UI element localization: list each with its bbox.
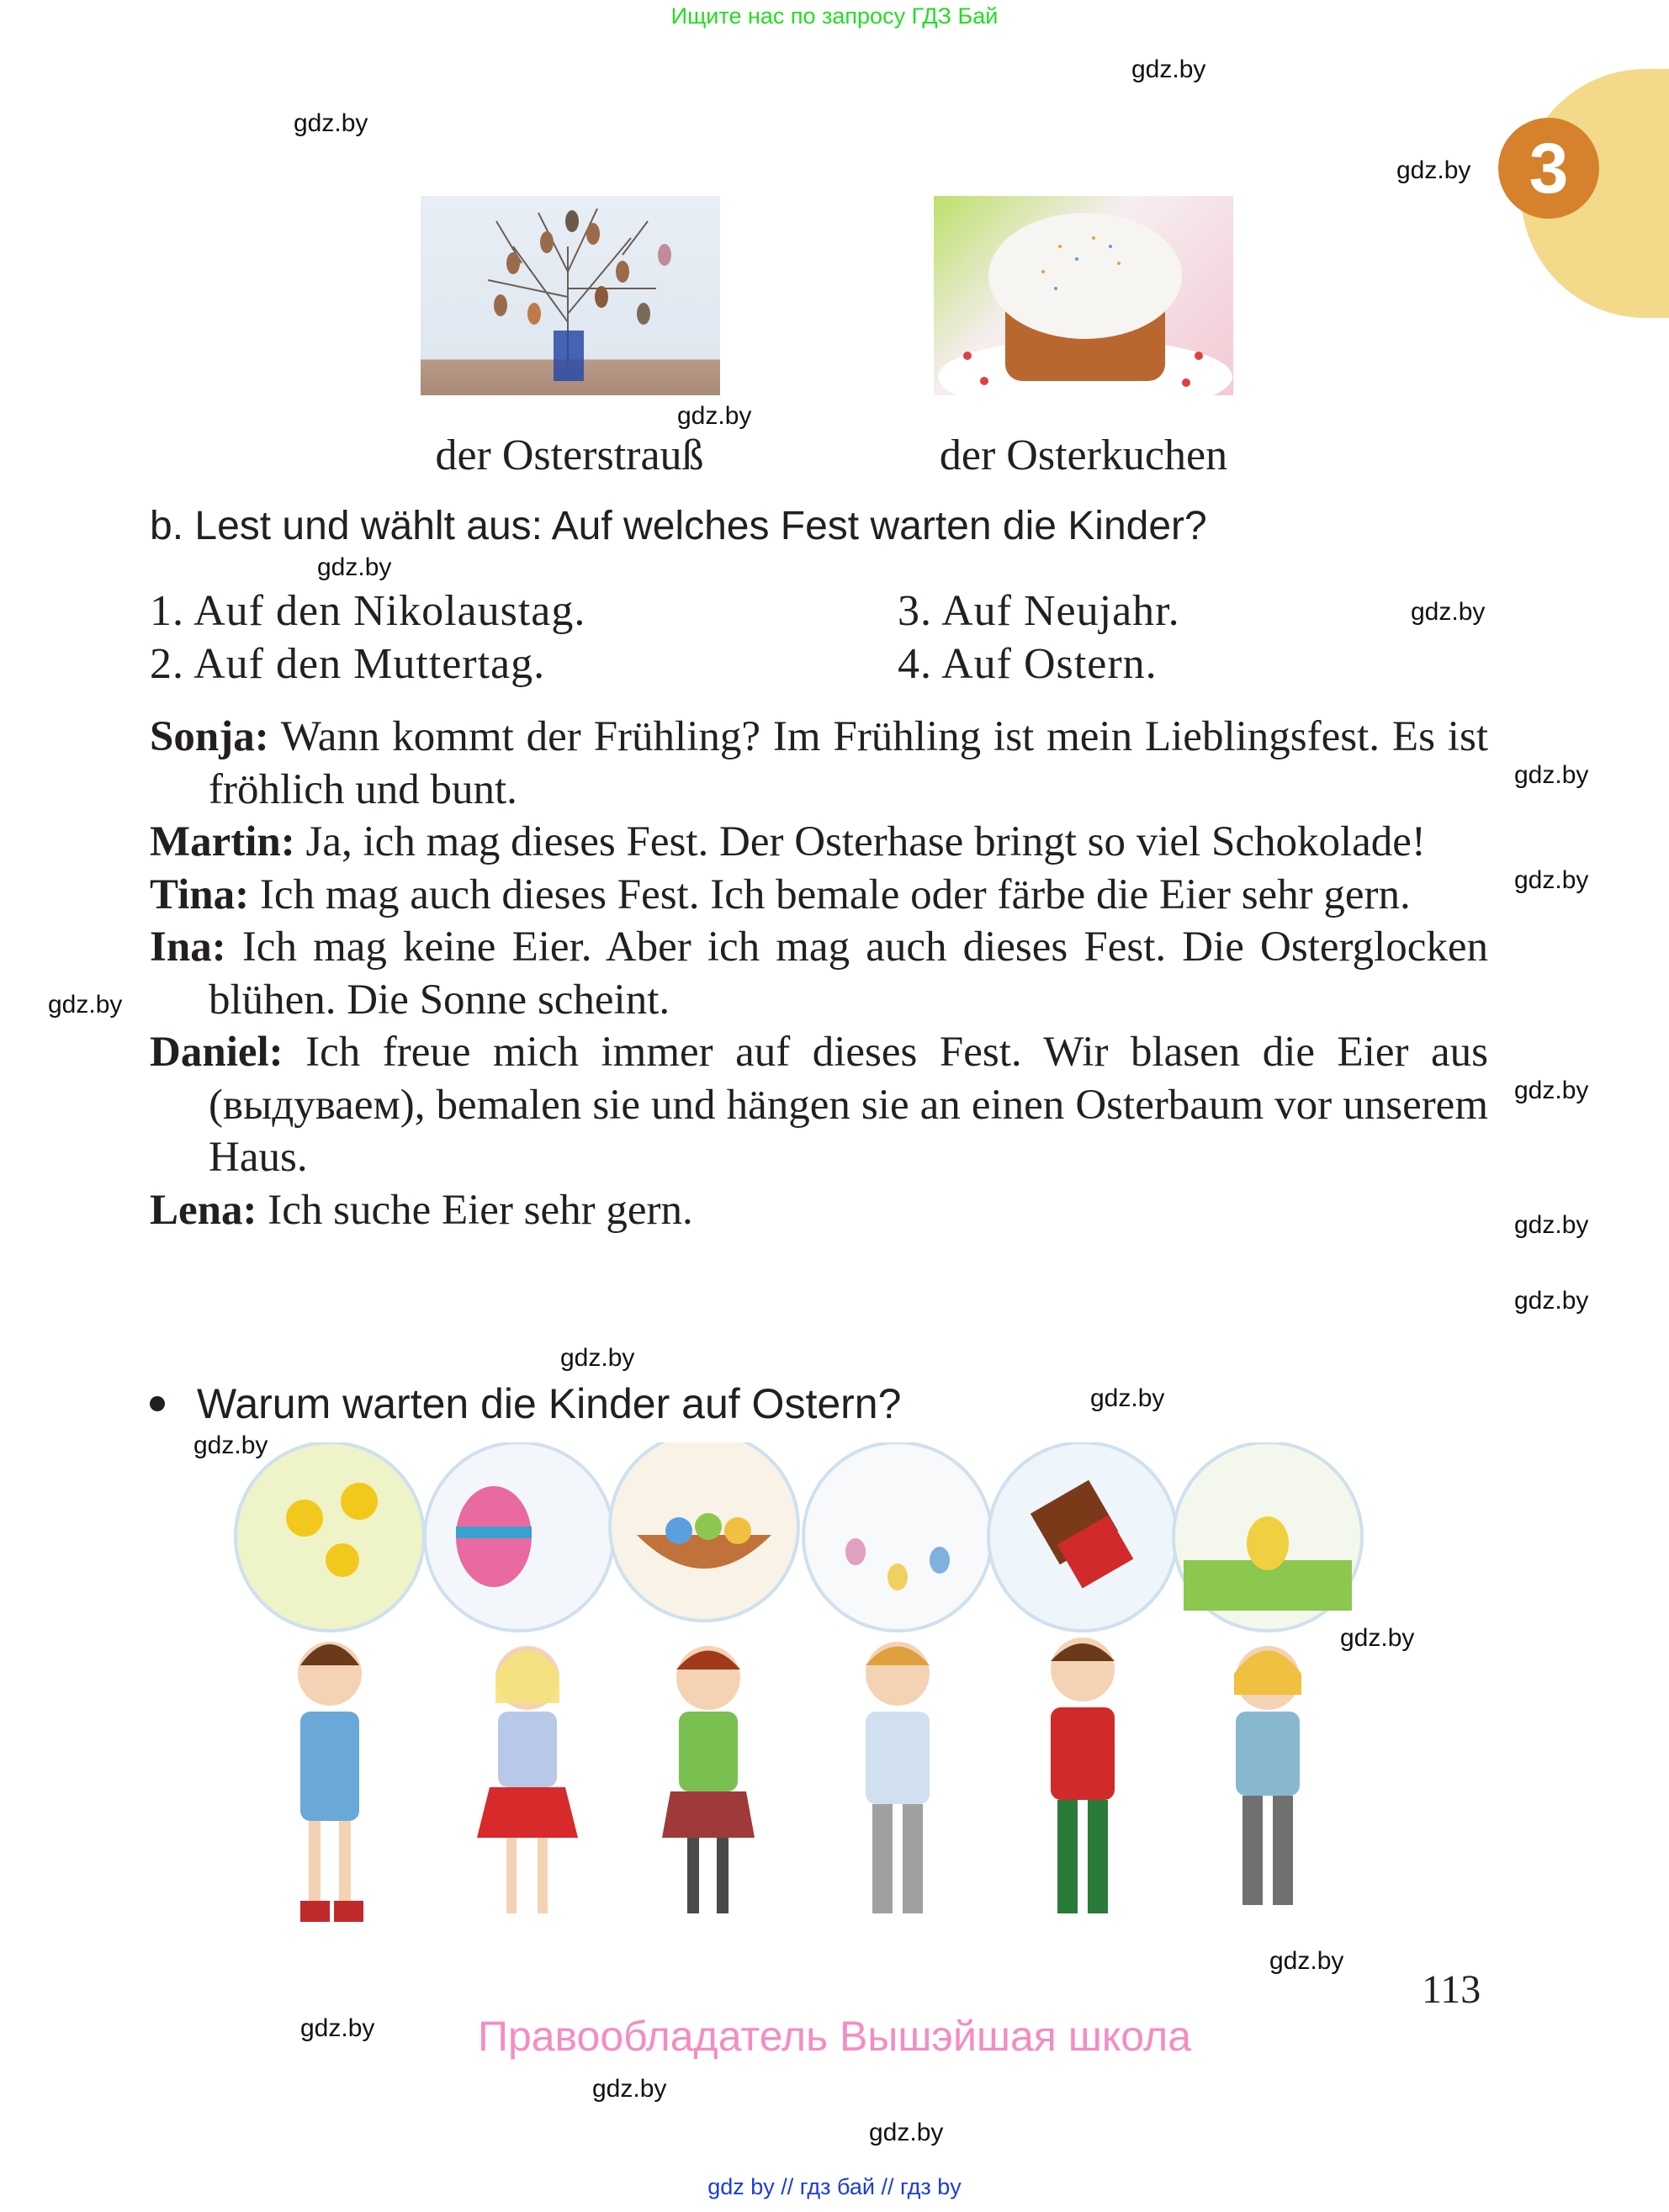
option-1: 1. Auf den Nikolaustag. bbox=[150, 587, 586, 635]
watermark: gdz.by bbox=[300, 2014, 375, 2042]
watermark: gdz.by bbox=[1514, 1287, 1589, 1315]
watermark: gdz.by bbox=[1514, 1077, 1589, 1104]
speech-tina bbox=[150, 869, 1488, 922]
speech-sonja bbox=[150, 711, 1488, 816]
copyright-notice: Правообладатель Вышэйшая школа bbox=[478, 2013, 1191, 2060]
caption-osterkuchen: der Osterkuchen bbox=[939, 431, 1228, 479]
watermark: gdz.by bbox=[560, 1344, 635, 1372]
watermark: gdz.by bbox=[869, 2119, 944, 2146]
option-4: 4. Auf Ostern. bbox=[898, 640, 1158, 688]
chapter-badge: 3 bbox=[1498, 118, 1599, 219]
watermark: gdz.by bbox=[677, 402, 752, 430]
speaker-name: Tina: bbox=[150, 871, 250, 918]
watermark: gdz.by bbox=[317, 553, 392, 581]
speaker-name: Lena: bbox=[150, 1186, 257, 1234]
speech-text: Ich mag keine Eier. Aber ich mag auch dieses Fest. Die Osterglocken blühen. Die Sonne scheint. bbox=[209, 923, 1488, 1024]
bullet-icon bbox=[150, 1396, 165, 1411]
watermark: gdz.by bbox=[1269, 1947, 1344, 1975]
watermark: gdz.by bbox=[48, 991, 123, 1019]
speech-martin bbox=[150, 816, 1488, 869]
watermark: gdz.by bbox=[1411, 598, 1486, 626]
search-hint: Ищите нас по запросу ГДЗ Бай bbox=[670, 3, 999, 29]
children bbox=[298, 1638, 1301, 1922]
option-2: 2. Auf den Muttertag. bbox=[150, 640, 546, 688]
speaker-name: Daniel: bbox=[150, 1029, 283, 1076]
watermark: gdz.by bbox=[193, 1431, 268, 1459]
watermark: gdz.by bbox=[1396, 156, 1471, 184]
caption-osterstrauss: der Osterstrauß bbox=[435, 431, 704, 479]
easter-tree-photo bbox=[421, 196, 720, 395]
task-heading: b. Lest und wählt aus: Auf welches Fest warten die Kinder? bbox=[150, 504, 1207, 548]
easter-cake-photo bbox=[934, 196, 1233, 395]
speech-text: Ich freue mich immer auf dieses Fest. Wir blasen die Eier aus (выдуваем), bemalen sie und hängen sie an einen Osterbaum vor unserem Haus. bbox=[209, 1029, 1488, 1181]
watermark: gdz.by bbox=[1340, 1624, 1415, 1652]
question bbox=[150, 1379, 901, 1428]
speech-text: Ich mag auch dieses Fest. Ich bemale oder färbe die Eier sehr gern. bbox=[259, 871, 1411, 918]
children-illustration bbox=[233, 1442, 1411, 1947]
watermark: gdz.by bbox=[592, 2075, 667, 2103]
dialogue bbox=[150, 711, 1488, 1236]
watermark: gdz.by bbox=[1131, 56, 1206, 83]
speech-ina bbox=[150, 921, 1488, 1026]
watermark: gdz.by bbox=[294, 109, 368, 137]
question-text: Warum warten die Kinder auf Ostern? bbox=[197, 1380, 902, 1427]
page-number: 113 bbox=[1422, 1967, 1481, 2012]
speaker-name: Martin: bbox=[150, 818, 295, 865]
watermark: gdz.by bbox=[1514, 1211, 1589, 1239]
speech-text: Ja, ich mag dieses Fest. Der Osterhase bringt so viel Schokolade! bbox=[305, 818, 1426, 865]
watermark: gdz.by bbox=[1514, 866, 1589, 894]
speech-text: Ich suche Eier sehr gern. bbox=[268, 1186, 693, 1234]
speaker-name: Sonja: bbox=[150, 713, 269, 760]
speaker-name: Ina: bbox=[150, 923, 226, 971]
speech-daniel bbox=[150, 1026, 1488, 1184]
option-3: 3. Auf Neujahr. bbox=[898, 587, 1180, 635]
watermark: gdz.by bbox=[1514, 761, 1589, 789]
watermark: gdz.by bbox=[1090, 1384, 1165, 1412]
speech-text: Wann kommt der Frühling? Im Frühling ist mein Lieblingsfest. Es ist fröhlich und bunt. bbox=[209, 713, 1488, 813]
speech-lena bbox=[150, 1184, 1488, 1237]
footer-links[interactable]: gdz by // гдз бай // гдз by bbox=[707, 2174, 962, 2199]
